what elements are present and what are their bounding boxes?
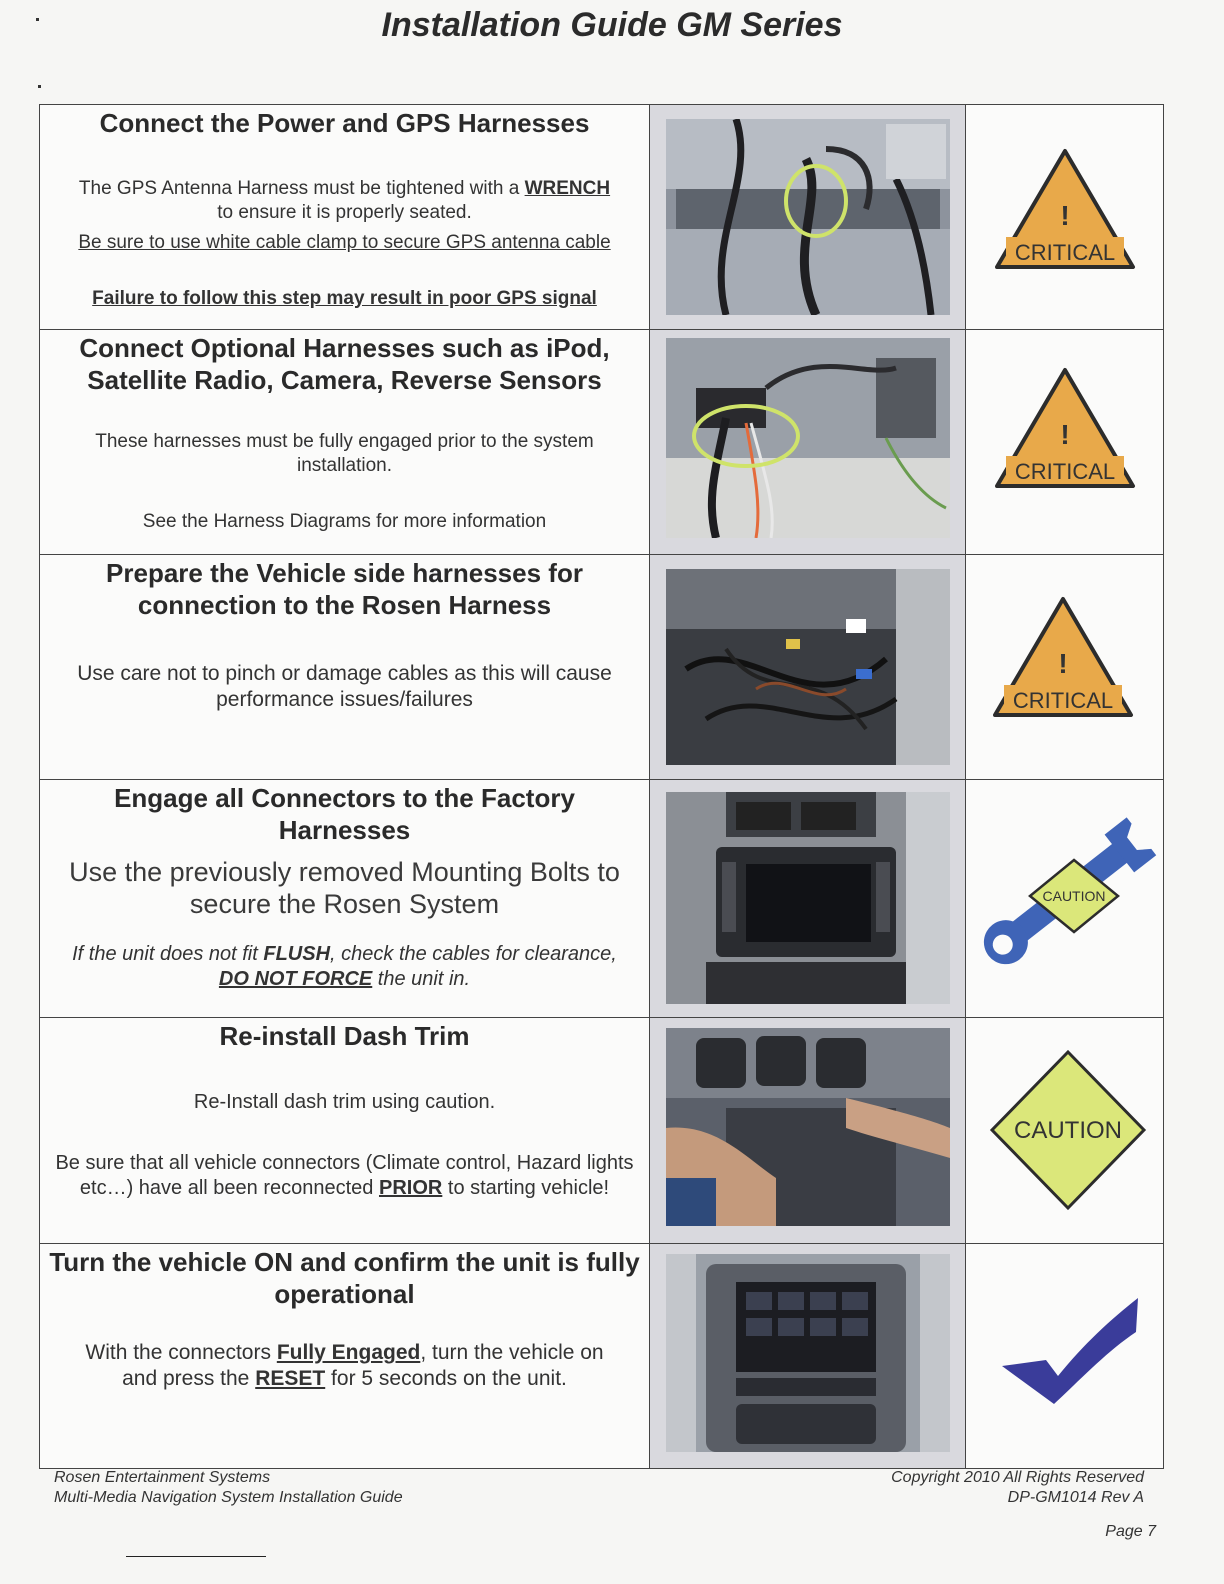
scan-speck [36, 18, 39, 21]
step-row-turn-on [40, 1244, 1164, 1469]
step-title: Engage all Connectors to the Factory Harnesses [114, 783, 575, 845]
step-icon-cell [966, 555, 1164, 780]
step-text-cell [40, 780, 650, 1018]
step-photo-cell [650, 780, 966, 1018]
page-title: Installation Guide GM Series [381, 6, 843, 44]
step-row-power-gps [40, 105, 1164, 330]
bottom-rule [126, 1556, 266, 1557]
critical-warning-icon [966, 555, 1164, 774]
scan-speck [38, 85, 41, 88]
step-photo-cell [650, 105, 966, 330]
reset-emphasis: RESET [255, 1367, 326, 1390]
harness-diagram-note: See the Harness Diagrams for more information [142, 511, 547, 532]
step-icon-cell [966, 105, 1164, 330]
gps-harness-photo [666, 119, 950, 315]
step-photo-cell [650, 1244, 966, 1469]
vehicle-harness-photo [666, 569, 950, 765]
step-instruction: Use care not to pinch or damage cables as this will cause performance issues/failures [77, 662, 612, 711]
critical-label: CRITICAL [1012, 688, 1114, 713]
critical-warning-icon [966, 330, 1164, 549]
instruction-text: , turn the vehicle on and press the [122, 1341, 604, 1390]
copyright-text: Copyright 2010 All Rights Reserved [891, 1469, 1144, 1486]
step-row-engage-connectors [40, 780, 1164, 1018]
step-row-optional-harnesses [40, 330, 1164, 555]
note-text: If the unit does not fit [72, 943, 264, 965]
caution-sign-icon [966, 1018, 1164, 1238]
installation-steps-table [39, 104, 1164, 1469]
exclamation-mark: ! [1058, 648, 1068, 679]
flush-fit-note [48, 942, 641, 992]
step-instruction [48, 1340, 641, 1392]
step-instruction [48, 177, 641, 225]
page-number: Page 7 [1105, 1523, 1156, 1540]
note-text: Be sure that all vehicle connectors (Climate control, Hazard lights etc…) have all been reconnected [55, 1152, 634, 1199]
step-photo-cell [650, 555, 966, 780]
note-text: the unit in. [372, 968, 471, 990]
exclamation-mark: ! [1060, 200, 1070, 231]
step-icon-cell [966, 330, 1164, 555]
step-title: Prepare the Vehicle side harnesses for connection to the Rosen Harness [106, 558, 583, 620]
step-row-dash-trim [40, 1018, 1164, 1244]
critical-label: CRITICAL [1014, 240, 1116, 265]
exclamation-mark: ! [1060, 419, 1070, 450]
wrench-caution-icon [966, 780, 1164, 1012]
prior-emphasis: PRIOR [378, 1177, 443, 1199]
caution-label: CAUTION [1042, 888, 1106, 904]
step-instruction: These harnesses must be fully engaged prior to the system installation. [95, 431, 594, 476]
mounted-unit-photo [666, 792, 950, 1004]
footer-company [54, 1468, 403, 1508]
caution-label: CAUTION [1014, 1117, 1122, 1144]
step-text-cell [40, 1244, 650, 1469]
instruction-text: for 5 seconds on the unit. [325, 1367, 567, 1390]
step-title: Turn the vehicle ON and confirm the unit is fully operational [49, 1247, 640, 1309]
operational-unit-photo [666, 1254, 950, 1452]
step-icon-cell [966, 1018, 1164, 1244]
step-icon-cell [966, 1244, 1164, 1469]
critical-label: CRITICAL [1014, 459, 1116, 484]
step-row-prepare-vehicle [40, 555, 1164, 780]
optional-harness-photo [666, 338, 950, 538]
note-text: , check the cables for clearance, [330, 943, 617, 965]
step-photo-cell [650, 1018, 966, 1244]
step-text-cell [40, 555, 650, 780]
do-not-force-emphasis: DO NOT FORCE [218, 968, 373, 990]
instruction-text: With the connectors [85, 1341, 277, 1364]
step-text-cell [40, 105, 650, 330]
step-title: Connect Optional Harnesses such as iPod, Satellite Radio, Camera, Reverse Sensors [79, 333, 610, 395]
step-text-cell [40, 330, 650, 555]
instruction-text: The GPS Antenna Harness must be tightened with a [78, 178, 525, 199]
footer-company-name: Rosen Entertainment Systems [54, 1469, 271, 1486]
flush-emphasis: FLUSH [263, 943, 331, 965]
footer-document-name: Multi-Media Navigation System Installation Guide [54, 1489, 403, 1506]
step-photo-cell [650, 330, 966, 555]
instruction-text: to ensure it is properly seated. [217, 202, 472, 223]
fully-engaged-emphasis: Fully Engaged [276, 1341, 421, 1364]
step-instruction: Re-Install dash trim using caution. [193, 1091, 496, 1113]
step-icon-cell [966, 780, 1164, 1018]
step-title: Re-install Dash Trim [219, 1021, 470, 1051]
mounting-bolts-instruction: Use the previously removed Mounting Bolts to secure the Rosen System [69, 857, 620, 919]
gps-warning: Failure to follow this step may result in poor GPS signal [92, 288, 597, 309]
dash-trim-photo [666, 1028, 950, 1226]
cable-clamp-note: Be sure to use white cable clamp to secure GPS antenna cable [78, 232, 611, 253]
critical-warning-icon [966, 105, 1164, 324]
reconnect-note [48, 1151, 641, 1201]
document-revision: DP-GM1014 Rev A [1007, 1489, 1144, 1506]
step-text-cell [40, 1018, 650, 1244]
wrench-emphasis: WRENCH [524, 178, 611, 199]
step-title: Connect the Power and GPS Harnesses [99, 108, 590, 138]
note-text: to starting vehicle! [442, 1177, 610, 1199]
footer-copyright [891, 1468, 1144, 1508]
checkmark-icon [966, 1244, 1164, 1463]
